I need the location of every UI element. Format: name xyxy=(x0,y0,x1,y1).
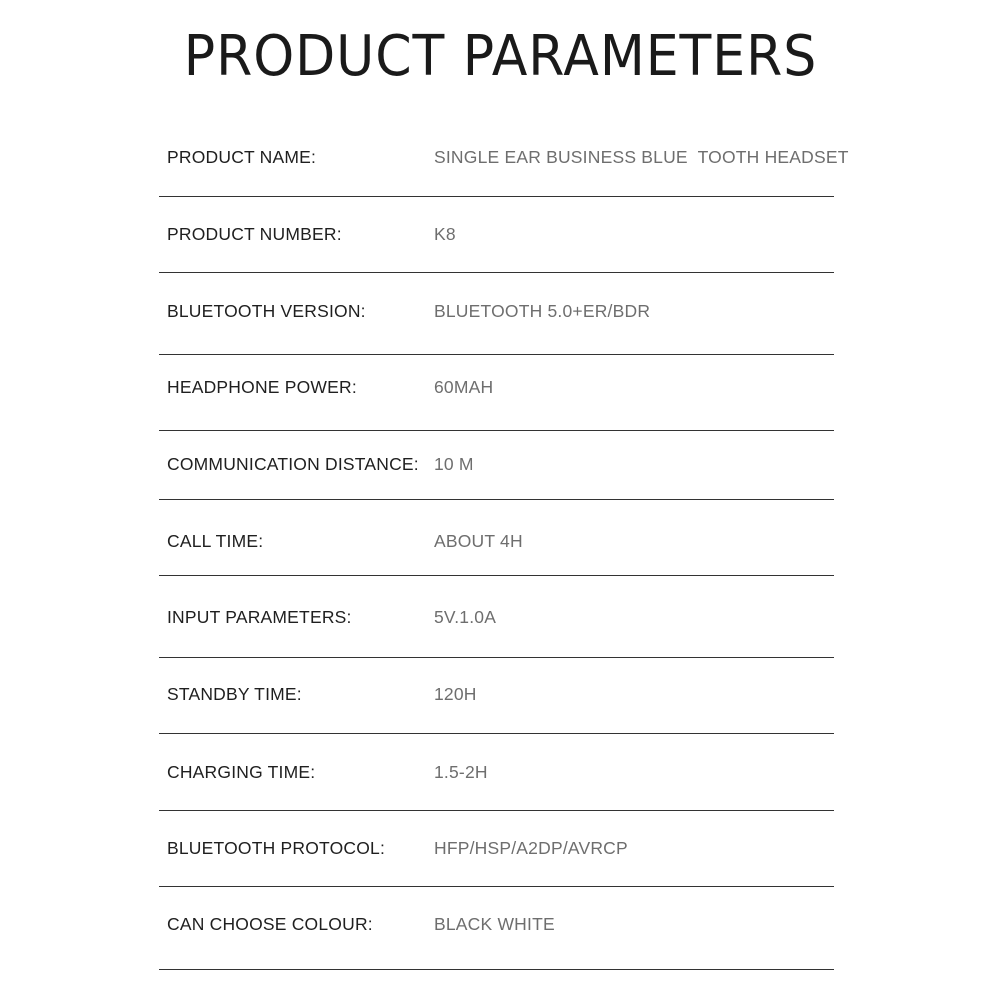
row-value: ABOUT 4H xyxy=(434,531,523,551)
row-label: CAN CHOOSE COLOUR: xyxy=(167,914,373,934)
row-value: 60MAH xyxy=(434,377,494,397)
row-label: BLUETOOTH VERSION: xyxy=(167,301,366,321)
row-label: PRODUCT NAME: xyxy=(167,147,317,167)
row-label: BLUETOOTH PROTOCOL: xyxy=(167,838,386,858)
row-value: BLACK WHITE xyxy=(434,914,555,934)
row-label: HEADPHONE POWER: xyxy=(167,377,357,397)
row-label: STANDBY TIME: xyxy=(167,684,302,704)
table-row xyxy=(159,118,849,197)
table-row xyxy=(159,355,834,431)
table-row xyxy=(159,576,834,658)
row-value: HFP/HSP/A2DP/AVRCP xyxy=(434,838,628,858)
table-row xyxy=(159,273,834,355)
table-row xyxy=(159,500,834,576)
row-label: PRODUCT NUMBER: xyxy=(167,224,342,244)
row-label: CALL TIME: xyxy=(167,531,264,551)
row-value: 5V.1.0A xyxy=(434,607,497,627)
table-row xyxy=(159,887,834,970)
row-label: CHARGING TIME: xyxy=(167,762,316,782)
row-value: BLUETOOTH 5.0+ER/BDR xyxy=(434,301,651,321)
table-row xyxy=(159,734,834,811)
row-value: K8 xyxy=(434,224,456,244)
table-row xyxy=(159,197,834,273)
row-value: 120H xyxy=(434,684,477,704)
table-row xyxy=(159,811,834,887)
row-label: INPUT PARAMETERS: xyxy=(167,607,352,627)
table-row xyxy=(159,431,834,500)
row-value: 1.5-2H xyxy=(434,762,488,782)
row-value: 10 M xyxy=(434,454,474,474)
table-row xyxy=(159,658,834,734)
row-value: SINGLE EAR BUSINESS BLUE TOOTH HEADSET xyxy=(434,147,849,167)
parameters-table xyxy=(159,118,849,970)
page-title: PRODUCT PARAMETERS xyxy=(183,24,818,89)
row-label: COMMUNICATION DISTANCE: xyxy=(167,454,419,474)
